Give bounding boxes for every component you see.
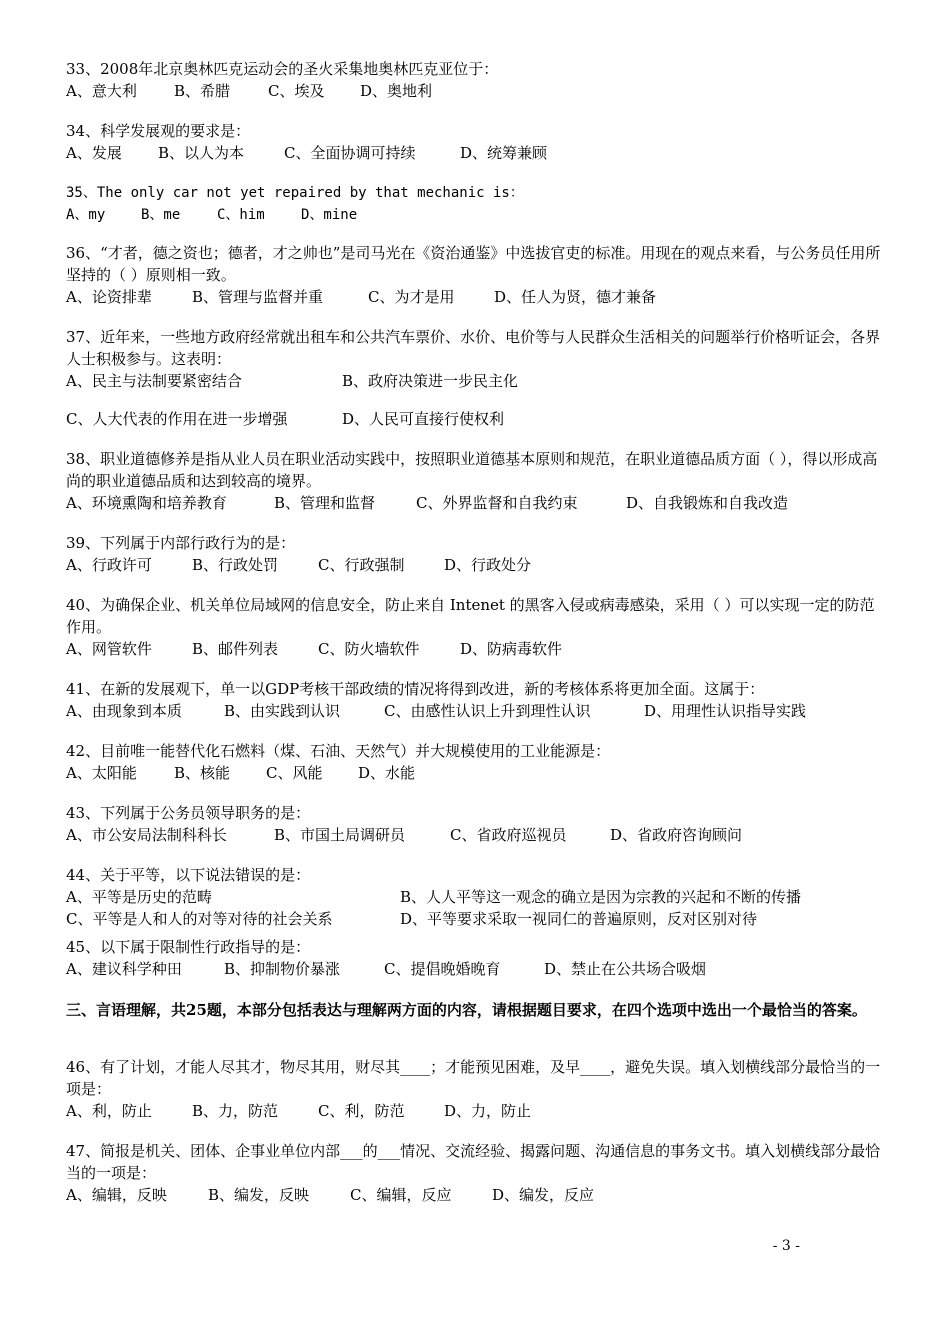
- options-row: [66, 1100, 886, 1122]
- option-b: B、希腊: [174, 82, 231, 100]
- question-44: [66, 864, 886, 930]
- option-a: A、论资排辈: [66, 288, 152, 306]
- options-row: [66, 824, 886, 846]
- option-d: D、统筹兼顾: [460, 144, 548, 162]
- option-a: A、编辑，反映: [66, 1186, 167, 1204]
- option-d: D、奥地利: [360, 82, 433, 100]
- option-a: A、网管软件: [66, 640, 152, 658]
- option-d: D、任人为贤，德才兼备: [494, 288, 657, 306]
- option-c: C、编辑，反应: [350, 1186, 452, 1204]
- question-41: [66, 678, 886, 722]
- question-stem: 38、职业道德修养是指从业人员在职业活动实践中，按照职业道德基本原则和规范，在职业道德品质方面（ ），得以形成高尚的职业道德品质和达到较高的境界。: [66, 450, 878, 490]
- option-d: D、自我锻炼和自我改造: [626, 494, 789, 512]
- question-38: [66, 448, 886, 514]
- option-d: D、编发，反应: [492, 1186, 595, 1204]
- question-stem: 42、目前唯一能替代化石燃料（煤、石油、天然气）并大规模使用的工业能源是：: [66, 742, 611, 760]
- option-b: B、以人为本: [158, 144, 245, 162]
- question-37: [66, 326, 886, 430]
- question-34: [66, 120, 886, 164]
- option-a: A、利，防止: [66, 1102, 152, 1120]
- options-row: [66, 554, 886, 576]
- question-40: [66, 594, 886, 660]
- option-d: D、水能: [358, 764, 416, 782]
- question-stem: 34、科学发展观的要求是：: [66, 122, 251, 140]
- option-d: D、行政处分: [444, 556, 532, 574]
- option-d: D、用理性认识指导实践: [644, 702, 807, 720]
- question-stem: 46、有了计划，才能人尽其才，物尽其用，财尽其____；才能预见困难，及早____，避免失误。填入划横线部分最恰当的一项是：: [66, 1058, 881, 1098]
- option-c: C、埃及: [268, 82, 325, 100]
- option-b: B、编发，反映: [208, 1186, 310, 1204]
- question-stem: 36、“才者，德之资也；德者，才之帅也”是司马光在《资治通鉴》中选拔官吏的标准。用现在的观点来看，与公务员任用所坚持的（ ）原则相一致。: [66, 244, 881, 284]
- option-b: B、政府决策进一步民主化: [342, 372, 519, 390]
- options-row: [66, 638, 886, 660]
- options-row: [66, 700, 886, 722]
- option-d: D、人民可直接行使权利: [342, 410, 505, 428]
- question-42: [66, 740, 886, 784]
- option-c: C、由感性认识上升到理性认识: [384, 702, 591, 720]
- option-b: B、me: [141, 207, 181, 223]
- options-row: [66, 370, 886, 392]
- option-b: B、行政处罚: [192, 556, 279, 574]
- option-a: A、平等是历史的范畴: [66, 888, 212, 906]
- question-39: [66, 532, 886, 576]
- options-row: [66, 204, 886, 226]
- option-c: C、平等是人和人的对等对待的社会关系: [66, 910, 333, 928]
- option-a: A、发展: [66, 144, 122, 162]
- question-46: [66, 1056, 886, 1122]
- option-b: B、由实践到认识: [224, 702, 341, 720]
- option-a: A、行政许可: [66, 556, 152, 574]
- option-a: A、市公安局法制科科长: [66, 826, 227, 844]
- option-c: C、全面协调可持续: [284, 144, 416, 162]
- options-row: [66, 958, 886, 980]
- question-35: [66, 182, 886, 226]
- option-b: B、抑制物价暴涨: [224, 960, 341, 978]
- option-b: B、管理和监督: [274, 494, 376, 512]
- question-stem: 37、近年来，一些地方政府经常就出租车和公共汽车票价、水价、电价等与人民群众生活相关的问题举行价格听证会，各界人士积极参与。这表明：: [66, 328, 881, 368]
- option-a: A、环境熏陶和培养教育: [66, 494, 227, 512]
- option-c: C、风能: [266, 764, 323, 782]
- option-d: D、禁止在公共场合吸烟: [544, 960, 707, 978]
- question-43: [66, 802, 886, 846]
- option-c: C、人大代表的作用在进一步增强: [66, 410, 288, 428]
- question-45: [66, 936, 886, 980]
- question-47: [66, 1140, 886, 1206]
- option-b: B、管理与监督并重: [192, 288, 324, 306]
- question-stem: 45、以下属于限制性行政指导的是：: [66, 938, 311, 956]
- question-stem: 44、关于平等，以下说法错误的是：: [66, 866, 311, 884]
- option-d: D、力，防止: [444, 1102, 532, 1120]
- options-row: [66, 142, 886, 164]
- question-stem: 39、下列属于内部行政行为的是：: [66, 534, 296, 552]
- options-row: [66, 80, 886, 102]
- question-stem: 43、下列属于公务员领导职务的是：: [66, 804, 311, 822]
- question-stem: 41、在新的发展观下，单一以GDP考核干部政绩的情况将得到改进，新的考核体系将更加全面。这属于：: [66, 680, 765, 698]
- option-b: B、邮件列表: [192, 640, 279, 658]
- option-a: A、建议科学种田: [66, 960, 182, 978]
- option-b: B、力，防范: [192, 1102, 279, 1120]
- option-b: B、人人平等这一观念的确立是因为宗教的兴起和不断的传播: [400, 888, 802, 906]
- option-c: C、为才是用: [368, 288, 455, 306]
- option-a: A、my: [66, 207, 106, 223]
- option-d: D、防病毒软件: [460, 640, 563, 658]
- option-c: C、行政强制: [318, 556, 405, 574]
- option-c: C、提倡晚婚晚育: [384, 960, 501, 978]
- option-c: C、外界监督和自我约束: [416, 494, 578, 512]
- options-row: [66, 886, 886, 908]
- option-d: D、mine: [301, 207, 358, 223]
- option-a: A、意大利: [66, 82, 137, 100]
- options-row: [66, 408, 886, 430]
- question-stem: 40、为确保企业、机关单位局域网的信息安全，防止来自 Intenet 的黑客入侵或病毒感染，采用（ ）可以实现一定的防范作用。: [66, 596, 875, 636]
- question-stem: 33、2008年北京奥林匹克运动会的圣火采集地奥林匹克亚位于：: [66, 60, 499, 78]
- option-c: C、防火墙软件: [318, 640, 420, 658]
- options-row: [66, 762, 886, 784]
- page-number: - 3 -: [772, 1238, 800, 1254]
- option-c: C、省政府巡视员: [450, 826, 567, 844]
- section-heading: 三、言语理解，共25题，本部分包括表达与理解两方面的内容，请根据题目要求，在四个选项中选出一个最恰当的答案。: [66, 1001, 867, 1019]
- option-d: D、省政府咨询顾问: [610, 826, 743, 844]
- option-c: C、him: [217, 207, 265, 223]
- question-stem: 35、The only car not yet repaired by that mechanic is：: [66, 185, 524, 201]
- option-a: A、太阳能: [66, 764, 137, 782]
- option-a: A、由现象到本质: [66, 702, 182, 720]
- option-b: B、市国土局调研员: [274, 826, 406, 844]
- options-row: [66, 1184, 886, 1206]
- options-row: [66, 492, 886, 514]
- option-d: D、平等要求采取一视同仁的普遍原则，反对区别对待: [400, 910, 758, 928]
- option-a: A、民主与法制要紧密结合: [66, 372, 242, 390]
- question-stem: 47、简报是机关、团体、企事业单位内部___的___情况、交流经验、揭露问题、沟通信息的事务文书。填入划横线部分最恰当的一项是：: [66, 1142, 881, 1182]
- option-c: C、利，防范: [318, 1102, 405, 1120]
- options-row: [66, 908, 886, 930]
- option-b: B、核能: [174, 764, 231, 782]
- options-row: [66, 286, 886, 308]
- question-33: [66, 58, 886, 102]
- question-36: [66, 242, 886, 308]
